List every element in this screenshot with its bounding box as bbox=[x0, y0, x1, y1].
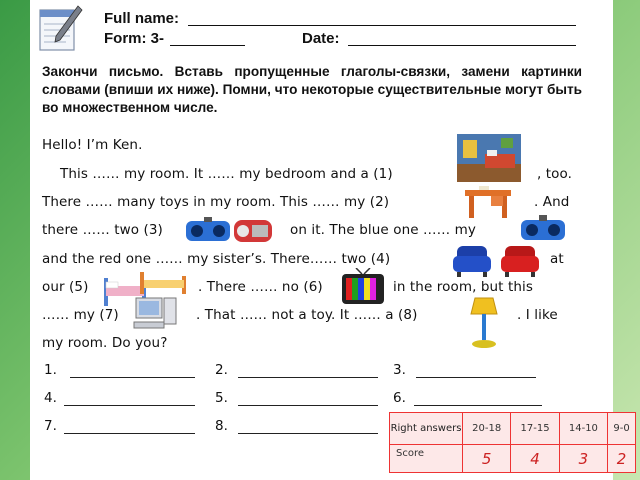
answer-line-6[interactable] bbox=[414, 405, 542, 406]
right-answers-label: Right answers bbox=[390, 413, 463, 445]
answer-line-2[interactable] bbox=[238, 377, 378, 378]
answer-line-8[interactable] bbox=[238, 433, 378, 434]
range-cell: 14-10 bbox=[559, 413, 607, 445]
answer-line-5[interactable] bbox=[238, 405, 378, 406]
letter-line: This …… my room. It …… my bedroom and a (1) bbox=[60, 166, 393, 182]
answer-number: 4. bbox=[44, 390, 57, 406]
letter-line: …… my (7) bbox=[42, 307, 119, 323]
letter-line: , too. bbox=[537, 166, 573, 182]
date-field[interactable] bbox=[348, 45, 576, 46]
letter-line: . I like bbox=[517, 307, 558, 323]
letter-line: my room. Do you? bbox=[42, 335, 168, 351]
letter-line: and the red one …… my sister’s. There…… two (4) bbox=[42, 251, 391, 267]
bedroom-picture bbox=[457, 134, 521, 182]
answer-line-3[interactable] bbox=[416, 377, 536, 378]
radio-cassette-picture bbox=[519, 214, 567, 244]
letter-line: . There …… no (6) bbox=[198, 279, 323, 295]
score-value: 2 bbox=[608, 445, 636, 473]
armchairs-picture bbox=[453, 244, 543, 278]
answer-number: 1. bbox=[44, 362, 57, 378]
score-value: 4 bbox=[511, 445, 559, 473]
full-name-label: Full name: bbox=[104, 10, 180, 27]
letter-line: there …… two (3) bbox=[42, 222, 163, 238]
letter-line: . And bbox=[534, 194, 570, 210]
instructions: Закончи письмо. Вставь пропущенные глаголы-связки, замени картинки словами (впиши их ниже). Помни, что некоторые существительные могут быть во множественном числе. bbox=[42, 64, 582, 115]
answer-number: 3. bbox=[393, 362, 406, 378]
letter-line: on it. The blue one …… my bbox=[290, 222, 476, 238]
range-cell: 17-15 bbox=[511, 413, 559, 445]
answer-number: 2. bbox=[215, 362, 228, 378]
tv-picture bbox=[340, 268, 386, 306]
form-label: Form: 3- bbox=[104, 30, 164, 47]
letter-greeting: Hello! I’m Ken. bbox=[42, 137, 143, 153]
answer-line-1[interactable] bbox=[70, 377, 195, 378]
desk-picture bbox=[463, 184, 513, 220]
answer-number: 6. bbox=[393, 390, 406, 406]
letter-line: at bbox=[550, 251, 564, 267]
answer-number: 7. bbox=[44, 418, 57, 434]
score-table bbox=[389, 412, 636, 473]
form-field[interactable] bbox=[170, 45, 245, 46]
lamp-picture bbox=[467, 296, 501, 350]
answer-line-4[interactable] bbox=[64, 405, 195, 406]
letter-line: our (5) bbox=[42, 279, 89, 295]
range-cell: 20-18 bbox=[463, 413, 511, 445]
range-cell: 9-0 bbox=[608, 413, 636, 445]
letter-line: . That …… not a toy. It …… a (8) bbox=[196, 307, 418, 323]
answer-line-7[interactable] bbox=[64, 433, 195, 434]
score-value: 5 bbox=[463, 445, 511, 473]
full-name-field[interactable] bbox=[188, 25, 576, 26]
notepad-pen-icon bbox=[36, 4, 84, 54]
radio-cassette-picture bbox=[184, 216, 294, 244]
letter-line: in the room, but this bbox=[393, 279, 533, 295]
date-label: Date: bbox=[302, 30, 340, 47]
score-label: Score bbox=[390, 445, 463, 473]
letter-line: There …… many toys in my room. This …… my (2) bbox=[42, 194, 390, 210]
score-value: 3 bbox=[559, 445, 607, 473]
computer-picture bbox=[132, 296, 186, 332]
answer-number: 8. bbox=[215, 418, 228, 434]
answer-number: 5. bbox=[215, 390, 228, 406]
worksheet bbox=[30, 0, 630, 480]
